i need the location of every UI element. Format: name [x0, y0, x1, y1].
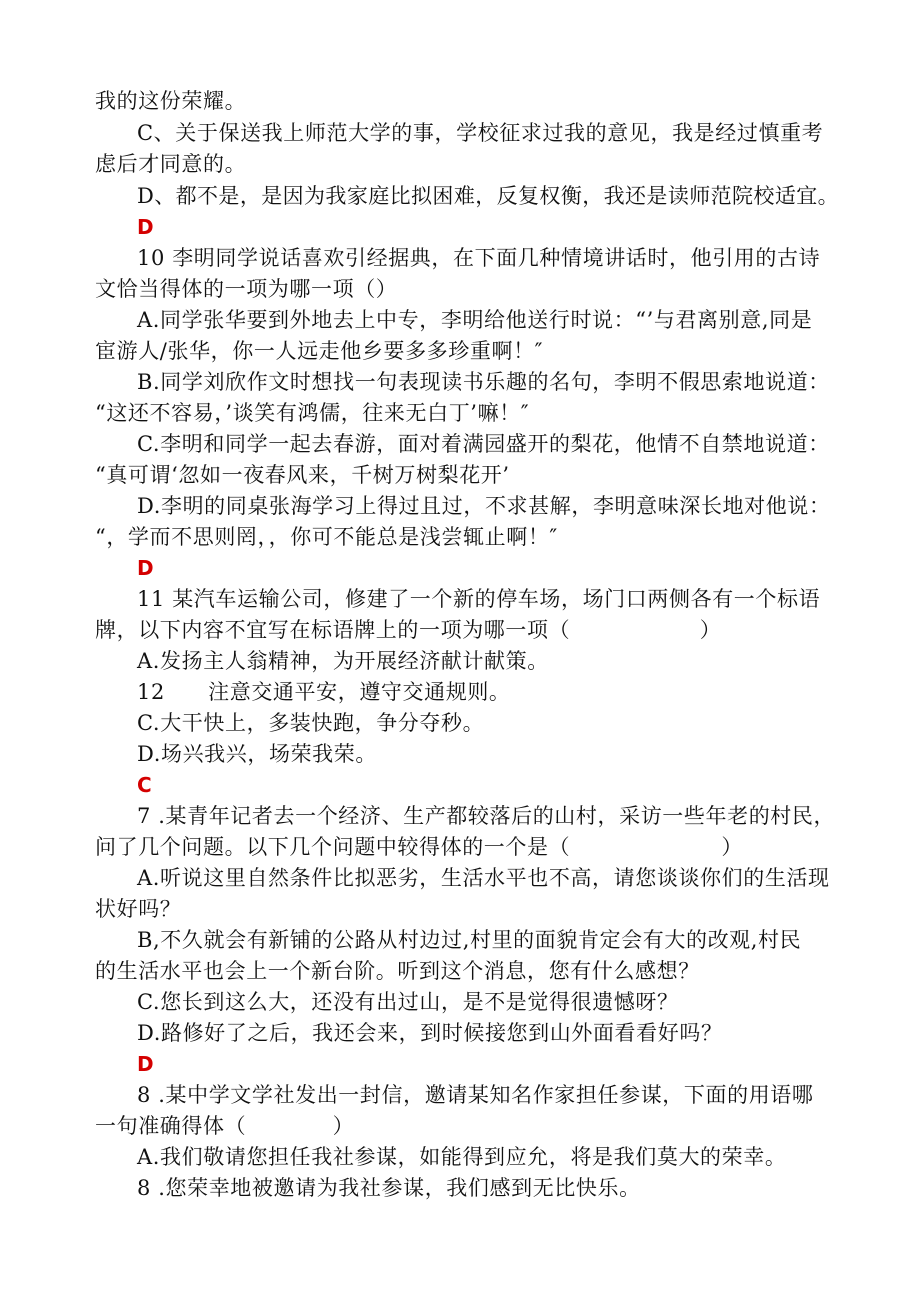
text-line: 宦游人/张华，你一人远走他乡要多多珍重啊！″ [95, 339, 544, 363]
answer-mark: C [137, 773, 153, 797]
text-line: 的生活水平也会上一个新台阶。听到这个消息，您有什么感想？ [95, 959, 700, 983]
option-line: A.同学张华要到外地去上中专，李明给他送行时说：“’与君离别意,同是 [137, 308, 813, 332]
option-line: C.李明和同学一起去春游，面对着满园盛开的梨花，他情不自禁地说道： [137, 432, 830, 456]
text-line: 一句准确得体（ ） [95, 1114, 355, 1138]
text-line: 牌，以下内容不宜写在标语牌上的一项为哪一项（ ） [95, 618, 722, 642]
option-line: D.李明的同桌张海学习上得过且过，不求甚解，李明意味深长地对他说： [137, 494, 831, 518]
option-line: C.大干快上，多装快跑，争分夺秒。 [137, 711, 485, 735]
answer-mark: D [137, 215, 155, 239]
option-line: B.同学刘欣作文时想找一句表现读书乐趣的名句，李明不假思索地说道： [137, 370, 830, 394]
question-line: 7 .某青年记者去一个经济、生产都较落后的山村，采访一些年老的村民， [137, 804, 836, 828]
answer-mark: D [137, 1052, 155, 1076]
text-line: C、关于保送我上师范大学的事，学校征求过我的意见，我是经过慎重考 [137, 121, 824, 145]
text-line: “真可谓‘忽如一夜春风来，千树万树梨花开’ [95, 463, 510, 487]
option-line: D.场兴我兴，场荣我荣。 [137, 742, 377, 766]
text-line: “，学而不思则罔，，你可不能总是浅尝辄止啊！″ [95, 525, 558, 549]
option-line: B,不久就会有新铺的公路从村边过,村里的面貌肯定会有大的改观,村民 [137, 928, 802, 952]
question-line: 10 李明同学说话喜欢引经据典，在下面几种情境讲话时，他引用的古诗 [137, 246, 821, 270]
option-line: 12 注意交通平安，遵守交通规则。 [137, 680, 511, 704]
option-line: A.听说这里自然条件比拟恶劣，生活水平也不高，请您谈谈你们的生活现 [137, 866, 830, 890]
question-line: 11 某汽车运输公司，修建了一个新的停车场，场门口两侧各有一个标语 [137, 587, 821, 611]
option-line: 8 .您荣幸地被邀请为我社参谋，我们感到无比快乐。 [137, 1176, 641, 1200]
text-line: 文恰当得体的一项为哪一项（） [95, 277, 398, 301]
option-line: A.我们敬请您担任我社参谋，如能得到应允，将是我们莫大的荣幸。 [137, 1145, 787, 1169]
text-line: D、都不是，是因为我家庭比拟困难，反复权衡，我还是读师范院校适宜。 [137, 184, 840, 208]
answer-mark: D [137, 556, 155, 580]
text-line: 问了几个问题。以下几个问题中较得体的一个是（ ） [95, 835, 743, 859]
question-line: 8 .某中学文学社发出一封信，邀请某知名作家担任参谋，下面的用语哪 [137, 1083, 814, 1107]
text-line: 状好吗？ [95, 897, 182, 921]
text-line: 我的这份荣耀。 [95, 89, 247, 113]
option-line: A.发扬主人翁精神，为开展经济献计献策。 [137, 649, 549, 673]
text-line: “这还不容易，’谈笑有鸿儒，往来无白丁’嘛！″ [95, 401, 530, 425]
text-line: 虑后才同意的。 [95, 152, 247, 176]
option-line: D.路修好了之后，我还会来，到时候接您到山外面看看好吗？ [137, 1021, 723, 1045]
option-line: C.您长到这么大，还没有出过山，是不是觉得很遗憾呀？ [137, 990, 679, 1014]
